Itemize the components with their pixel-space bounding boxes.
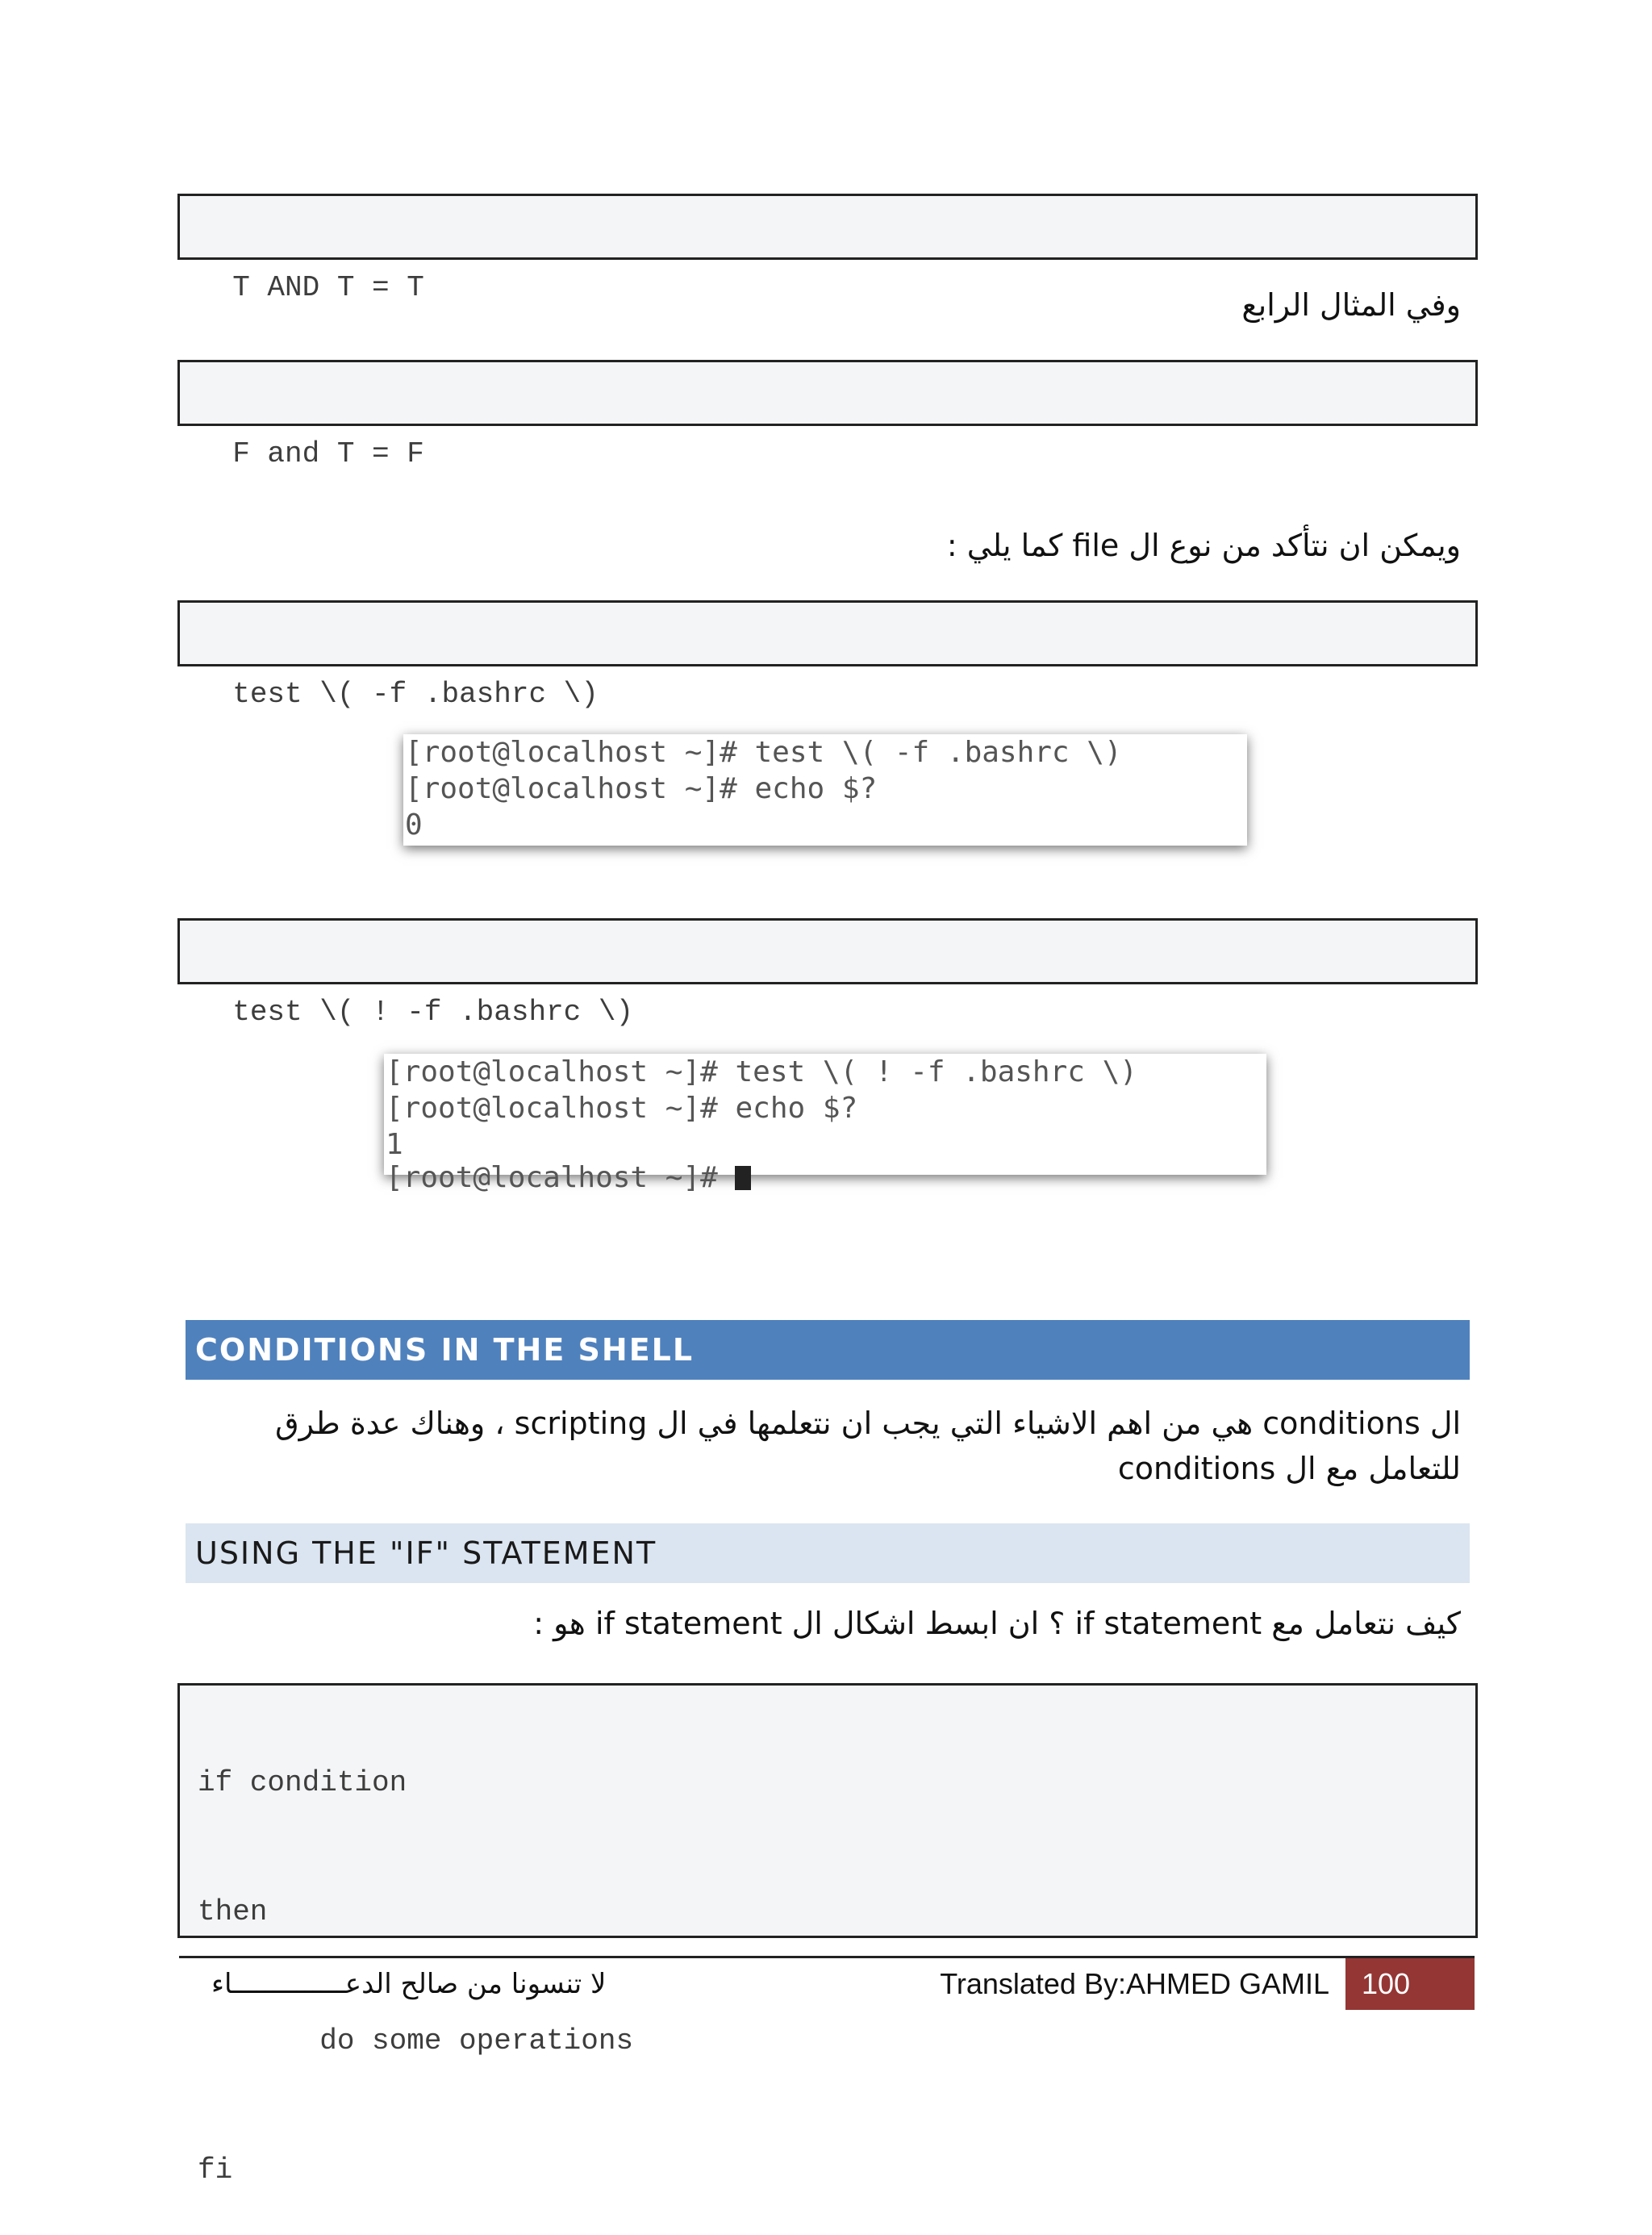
code-line: do some operations <box>198 2024 634 2057</box>
code-text: F and T = F <box>232 437 424 470</box>
code-line: if condition <box>198 1766 407 1799</box>
paragraph-file-type: ويمكن ان نتأكد من نوع ال file كما يلي : <box>946 528 1461 563</box>
code-line: then <box>198 1895 268 1928</box>
section-heading-conditions: CONDITIONS IN THE SHELL <box>186 1320 1470 1380</box>
code-line: fi <box>198 2154 233 2187</box>
terminal-line: [root@localhost ~]# test \( -f .bashrc \) <box>405 736 1122 769</box>
footer-translator-credit: Translated By:AHMED GAMIL <box>940 1967 1329 2000</box>
paragraph-conditions-line-2: للتعامل مع ال conditions <box>1117 1451 1461 1486</box>
code-box-test-not-file <box>177 918 1478 1029</box>
code-text: test \( ! -f .bashrc \) <box>232 996 634 1029</box>
page-number: 100 <box>1345 1958 1475 2010</box>
footer-divider <box>179 1956 1475 1958</box>
code-text: T AND T = T <box>232 271 424 304</box>
section-heading-if-statement: USING THE "IF" STATEMENT <box>186 1523 1470 1583</box>
terminal-line: 1 <box>386 1128 403 1161</box>
terminal-line <box>384 1159 1266 1196</box>
paragraph-if-statement: كيف نتعامل مع if statement ؟ ان ابسط اشكال ال if statement هو : <box>533 1606 1461 1641</box>
footer-dua-text: لا تنسونا من صالح الدعــــــــــــــاء <box>211 1968 607 2000</box>
code-box-test-file <box>177 600 1478 711</box>
code-box-and-true <box>177 194 1478 304</box>
paragraph-conditions-line-1: ال conditions هي من اهم الاشياء التي يجب ان نتعلمها في ال scripting ، وهناك عدة طرق <box>275 1406 1461 1441</box>
terminal-prompt-text: [root@localhost ~]# <box>386 1161 736 1194</box>
code-text: test \( -f .bashrc \) <box>232 678 599 711</box>
terminal-screenshot-1 <box>403 734 1247 846</box>
terminal-line: [root@localhost ~]# echo $? <box>405 772 878 805</box>
cursor-icon <box>735 1166 751 1190</box>
terminal-line: [root@localhost ~]# test \( ! -f .bashrc \) <box>386 1055 1137 1088</box>
paragraph-fourth-example: وفي المثال الرابع <box>1241 287 1461 323</box>
terminal-screenshot-2 <box>384 1054 1266 1194</box>
terminal-line: [root@localhost ~]# echo $? <box>386 1092 858 1125</box>
code-box-and-false <box>177 360 1478 470</box>
terminal-line: 0 <box>405 808 423 842</box>
